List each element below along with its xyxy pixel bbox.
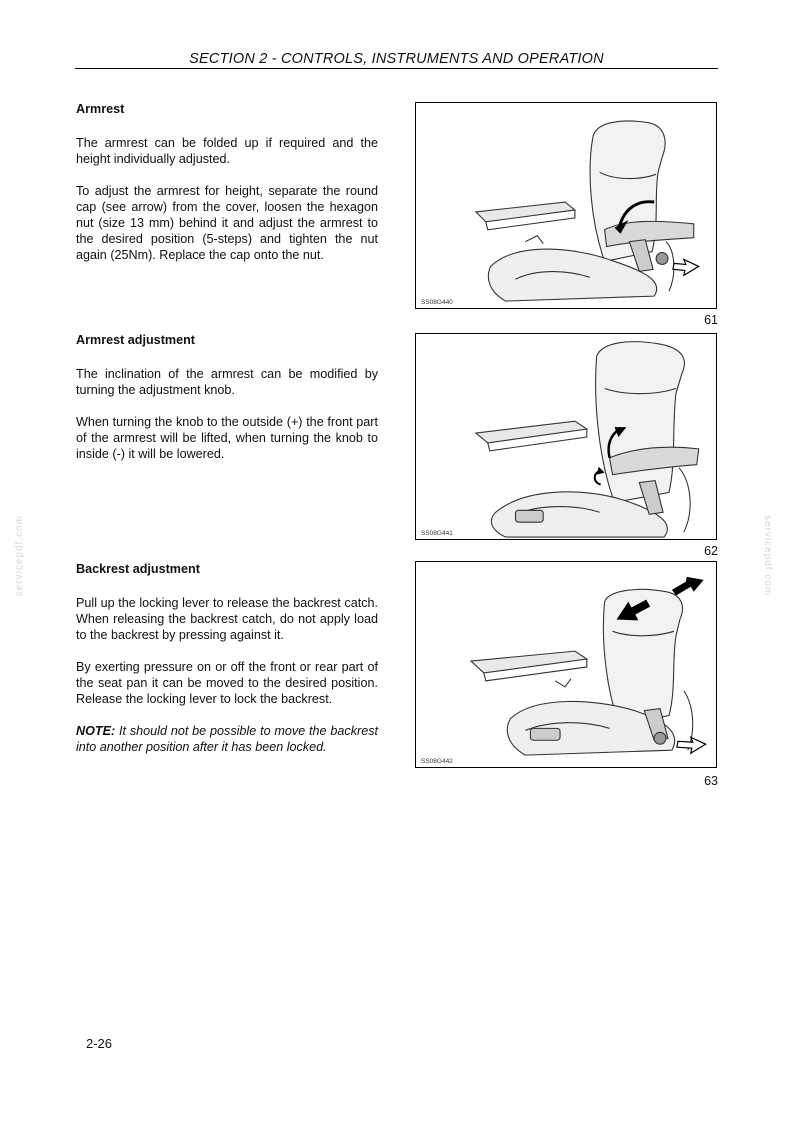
figure-code: SS08G440 bbox=[421, 299, 453, 306]
section-header: SECTION 2 - CONTROLS, INSTRUMENTS AND OPERATION bbox=[75, 50, 718, 69]
figure-backrest-adjustment bbox=[415, 561, 717, 768]
note bbox=[76, 723, 378, 755]
seat-backrest-illustration bbox=[416, 562, 716, 767]
paragraph: The inclination of the armrest can be modified by turning the adjustment knob. bbox=[76, 367, 378, 397]
section-armrest-adjustment bbox=[76, 332, 378, 478]
section-heading: Armrest adjustment bbox=[76, 333, 195, 347]
figure-number: 61 bbox=[704, 313, 718, 327]
figure-armrest-height bbox=[415, 102, 717, 309]
figure-code: SS08G442 bbox=[421, 758, 453, 765]
figure-number: 63 bbox=[704, 774, 718, 788]
page-number: 2-26 bbox=[86, 1036, 113, 1051]
figure-number: 62 bbox=[704, 544, 718, 558]
paragraph: By exerting pressure on or off the front or rear part of the seat pan it can be moved to the desired position. Release the locking lever to lock the backrest. bbox=[76, 660, 378, 706]
section-backrest-adjustment bbox=[76, 561, 378, 771]
note-label: NOTE: bbox=[76, 724, 116, 738]
section-heading: Backrest adjustment bbox=[76, 562, 200, 576]
seat-armrest-illustration bbox=[416, 103, 716, 308]
paragraph: The armrest can be folded up if required and the height individually adjusted. bbox=[76, 136, 378, 166]
paragraph: To adjust the armrest for height, separate the round cap (see arrow) from the cover, loosen the hexagon nut (size 13 mm) behind it and adjust the armrest to the desired position (5-steps) and tighten the nut again (25Nm). Replace the cap onto the nut. bbox=[76, 184, 378, 262]
figure-armrest-inclination bbox=[415, 333, 717, 540]
watermark-right: servicepdf.com bbox=[762, 515, 773, 597]
note-text: It should not be possible to move the backrest into another position after it has been locked. bbox=[76, 724, 378, 754]
section-armrest bbox=[76, 101, 378, 279]
watermark-left: servicepdf.com bbox=[14, 515, 25, 597]
section-heading: Armrest bbox=[76, 102, 125, 116]
figure-code: SS08G441 bbox=[421, 530, 453, 537]
seat-armrest-knob-illustration bbox=[416, 334, 716, 539]
paragraph: Pull up the locking lever to release the backrest catch. When releasing the backrest catch, do not apply load to the backrest by pressing against it. bbox=[76, 596, 378, 642]
paragraph: When turning the knob to the outside (+) the front part of the armrest will be lifted, when turning the knob to inside (-) it will be lowered. bbox=[76, 415, 378, 461]
